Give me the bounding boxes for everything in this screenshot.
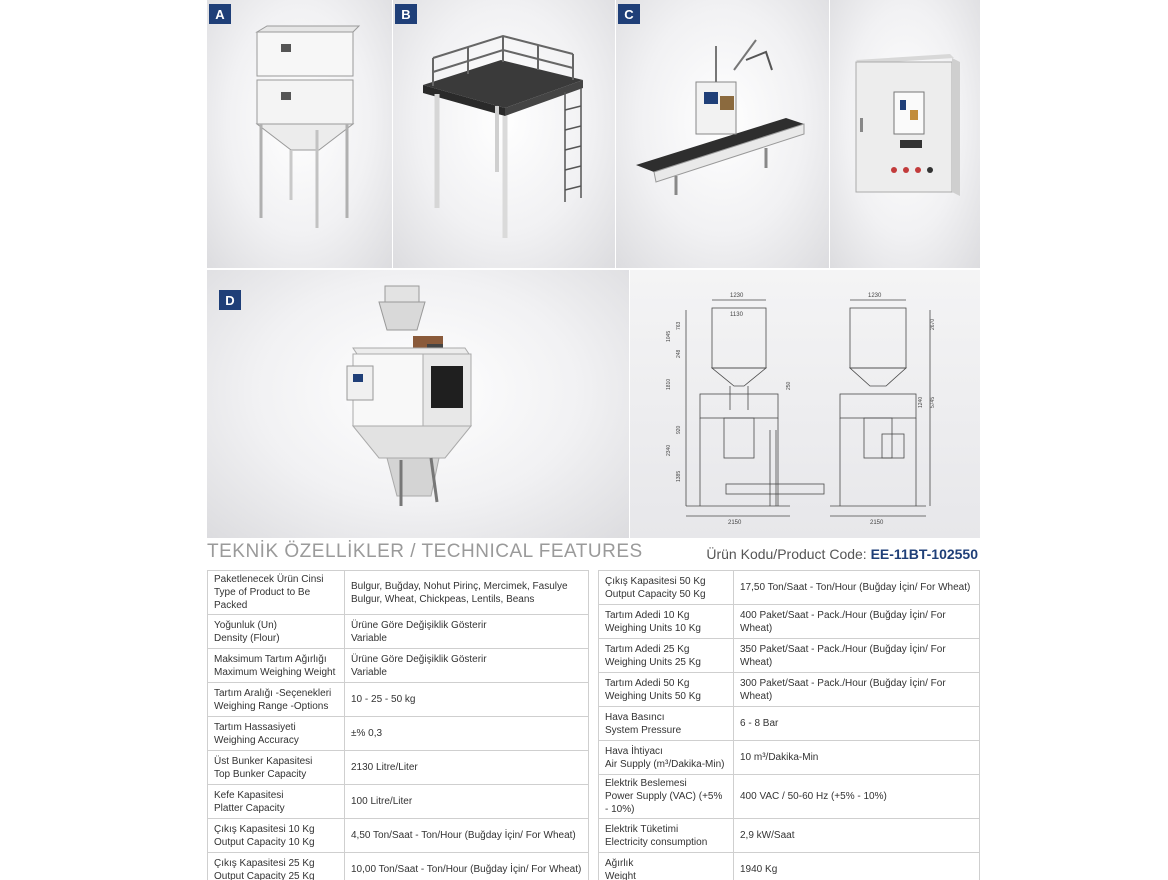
spec-label-en: Platter Capacity bbox=[214, 802, 285, 814]
spec-label-en: Top Bunker Capacity bbox=[214, 768, 307, 780]
spec-label-tr: Maksimum Tartım Ağırlığı bbox=[214, 653, 327, 665]
spec-value-cell bbox=[345, 853, 589, 880]
spec-label-tr: Çıkış Kapasitesi 50 Kg bbox=[605, 575, 706, 587]
spec-row bbox=[599, 741, 980, 775]
spec-value-cell bbox=[345, 615, 589, 649]
dim-left-3: 1810 bbox=[666, 378, 672, 390]
spec-label-cell bbox=[599, 775, 734, 819]
spec-label-en: Weight bbox=[605, 870, 636, 880]
spec-value-cell bbox=[734, 775, 980, 819]
panel-b-platform bbox=[393, 0, 615, 268]
spec-label-tr: Tartım Adedi 10 Kg bbox=[605, 609, 690, 621]
spec-row bbox=[208, 819, 589, 853]
spec-value-cell bbox=[345, 683, 589, 717]
spec-value: 2,9 kW/Saat bbox=[740, 830, 795, 841]
spec-value-cell bbox=[734, 639, 980, 673]
dim-left-6: 920 bbox=[676, 425, 682, 434]
panel-c-conveyor bbox=[616, 0, 829, 268]
product-code-value: EE-11BT-102550 bbox=[870, 546, 978, 562]
spec-label-cell bbox=[599, 639, 734, 673]
spec-label-tr: Kefe Kapasitesi bbox=[214, 789, 284, 801]
dim-left-0: 1045 bbox=[666, 330, 672, 342]
spec-value: 6 - 8 Bar bbox=[740, 718, 779, 729]
spec-row bbox=[208, 615, 589, 649]
spec-label-tr: Çıkış Kapasitesi 25 Kg bbox=[214, 857, 315, 869]
spec-value: 10 - 25 - 50 kg bbox=[351, 694, 416, 705]
product-code-label: Ürün Kodu/Product Code: bbox=[706, 546, 867, 562]
spec-row bbox=[208, 717, 589, 751]
spec-label-cell bbox=[599, 853, 734, 880]
spec-row bbox=[599, 571, 980, 605]
spec-label-cell bbox=[599, 605, 734, 639]
dim-base-right: 2150 bbox=[870, 520, 884, 526]
spec-value: Ürüne Göre Değişiklik Gösterir bbox=[351, 619, 487, 631]
spec-table-right bbox=[598, 570, 980, 880]
spec-label-en: Weighing Range -Options bbox=[214, 700, 329, 712]
spec-row bbox=[208, 785, 589, 819]
technical-drawing bbox=[630, 270, 980, 538]
spec-row bbox=[599, 775, 980, 819]
panel-technical-drawing bbox=[630, 270, 980, 538]
dim-top-right: 1230 bbox=[868, 293, 882, 299]
spec-table-left bbox=[207, 570, 589, 880]
spec-value: Bulgur, Buğday, Nohut Pirinç, Mercimek, Fasulye bbox=[351, 580, 568, 592]
spec-label-cell bbox=[599, 707, 734, 741]
dim-left-1: 763 bbox=[676, 321, 682, 330]
spec-label-cell bbox=[208, 751, 345, 785]
spec-left-body bbox=[208, 571, 589, 880]
spec-row bbox=[208, 683, 589, 717]
spec-label-en: Electricity consumption bbox=[605, 836, 708, 848]
spec-label-tr: Tartım Adedi 25 Kg bbox=[605, 643, 690, 655]
spec-value-cell bbox=[734, 819, 980, 853]
panel-d-weigher bbox=[207, 270, 629, 538]
spec-value: 17,50 Ton/Saat - Ton/Hour (Buğday İçin/ For Wheat) bbox=[740, 582, 971, 593]
spec-label-tr: Çıkış Kapasitesi 10 Kg bbox=[214, 823, 315, 835]
dim-right-2: 5745 bbox=[930, 396, 936, 408]
dim-top-left: 1230 bbox=[730, 293, 744, 299]
spec-value: 4,50 Ton/Saat - Ton/Hour (Buğday İçin/ For Wheat) bbox=[351, 830, 576, 841]
spec-label-tr: Tartım Hassasiyeti bbox=[214, 721, 296, 733]
spec-row bbox=[599, 605, 980, 639]
spec-value-secondary: Bulgur, Wheat, Chickpeas, Lentils, Beans bbox=[351, 593, 535, 605]
section-title: TEKNİK ÖZELLİKLER / TECHNICAL FEATURES bbox=[207, 541, 643, 562]
spec-row bbox=[208, 571, 589, 615]
dim-left-7: 250 bbox=[786, 381, 792, 390]
spec-label-en: Density (Flour) bbox=[214, 632, 280, 644]
dim-base-left: 2150 bbox=[728, 520, 742, 526]
spec-value: 400 VAC / 50-60 Hz (+5% - 10%) bbox=[740, 791, 887, 802]
badge-a: A bbox=[209, 4, 231, 24]
spec-label-cell bbox=[208, 785, 345, 819]
spec-row bbox=[208, 649, 589, 683]
spec-value-cell bbox=[345, 819, 589, 853]
spec-value-cell bbox=[734, 853, 980, 880]
spec-label-tr: Tartım Aralığı -Seçenekleri bbox=[214, 687, 332, 699]
dim-left-2: 248 bbox=[676, 349, 682, 358]
spec-value-cell bbox=[734, 707, 980, 741]
spec-row bbox=[208, 853, 589, 880]
dim-inner-left: 1130 bbox=[730, 312, 743, 318]
spec-label-en: Weighing Accuracy bbox=[214, 734, 299, 746]
spec-row bbox=[208, 751, 589, 785]
spec-label-en: Weighing Units 25 Kg bbox=[605, 656, 701, 668]
spec-label-tr: Elektrik Beslemesi bbox=[605, 778, 687, 789]
spec-value: 350 Paket/Saat - Pack./Hour (Buğday İçin/ For Wheat) bbox=[740, 643, 946, 668]
spec-row bbox=[599, 707, 980, 741]
spec-value: 300 Paket/Saat - Pack./Hour (Buğday İçin/ For Wheat) bbox=[740, 677, 946, 702]
conveyor-illustration bbox=[616, 0, 829, 268]
spec-label-cell bbox=[599, 571, 734, 605]
spec-value-cell bbox=[734, 571, 980, 605]
badge-d: D bbox=[219, 290, 241, 310]
dim-right-1: 1240 bbox=[918, 396, 924, 408]
spec-value: 400 Paket/Saat - Pack./Hour (Buğday İçin/ For Wheat) bbox=[740, 609, 946, 634]
spec-label-tr: Ağırlık bbox=[605, 857, 634, 869]
spec-label-en: Weighing Units 10 Kg bbox=[605, 622, 701, 634]
cabinet-illustration bbox=[830, 0, 980, 268]
spec-row bbox=[599, 819, 980, 853]
spec-value-cell bbox=[734, 741, 980, 775]
spec-label-en: Output Capacity 25 Kg bbox=[214, 870, 315, 880]
spec-label-tr: Paketlenecek Ürün Cinsi bbox=[214, 574, 324, 585]
platform-illustration bbox=[393, 0, 615, 268]
spec-value-secondary: Variable bbox=[351, 632, 387, 644]
spec-value-cell bbox=[734, 673, 980, 707]
spec-label-cell bbox=[599, 673, 734, 707]
weigher-illustration bbox=[207, 270, 629, 538]
spec-value: 10,00 Ton/Saat - Ton/Hour (Buğday İçin/ For Wheat) bbox=[351, 864, 582, 875]
spec-label-cell bbox=[208, 819, 345, 853]
spec-value: ±% 0,3 bbox=[351, 728, 383, 739]
product-code bbox=[706, 546, 978, 562]
spec-value-secondary: Variable bbox=[351, 666, 387, 678]
spec-value-cell bbox=[345, 649, 589, 683]
spec-value: 1940 Kg bbox=[740, 864, 778, 875]
spec-label-cell bbox=[208, 571, 345, 615]
spec-label-tr: Hava İhtiyacı bbox=[605, 745, 663, 757]
spec-label-cell bbox=[599, 819, 734, 853]
badge-c: C bbox=[618, 4, 640, 24]
spec-value-cell bbox=[345, 571, 589, 615]
spec-right-body bbox=[599, 571, 980, 880]
spec-value-cell bbox=[345, 785, 589, 819]
spec-value-cell bbox=[734, 605, 980, 639]
spec-label-en: Power Supply (VAC) (+5% - 10%) bbox=[605, 791, 723, 815]
bunker-illustration bbox=[207, 0, 392, 268]
dim-right-0: 2670 bbox=[930, 318, 936, 330]
spec-label-cell bbox=[208, 717, 345, 751]
spec-label-tr: Elektrik Tüketimi bbox=[605, 823, 679, 835]
spec-value: 100 Litre/Liter bbox=[351, 796, 413, 807]
spec-label-cell bbox=[208, 853, 345, 880]
spec-value-cell bbox=[345, 751, 589, 785]
spec-label-tr: Tartım Adedi 50 Kg bbox=[605, 677, 690, 689]
spec-label-tr: Üst Bunker Kapasitesi bbox=[214, 755, 313, 767]
dim-left-5: 1385 bbox=[676, 470, 682, 482]
spec-row bbox=[599, 673, 980, 707]
panel-electric-cabinet bbox=[830, 0, 980, 268]
spec-label-cell bbox=[599, 741, 734, 775]
spec-label-en: System Pressure bbox=[605, 724, 682, 736]
spec-value: 2130 Litre/Liter bbox=[351, 762, 418, 773]
spec-label-cell bbox=[208, 649, 345, 683]
spec-row bbox=[599, 639, 980, 673]
dim-left-4: 2340 bbox=[666, 444, 672, 456]
spec-label-tr: Yoğunluk (Un) bbox=[214, 619, 278, 631]
spec-label-tr: Hava Basıncı bbox=[605, 711, 665, 723]
spec-value: Ürüne Göre Değişiklik Gösterir bbox=[351, 653, 487, 665]
spec-value: 10 m³/Dakika-Min bbox=[740, 752, 819, 763]
spec-label-cell bbox=[208, 615, 345, 649]
spec-label-en: Maximum Weighing Weight bbox=[214, 666, 336, 678]
badge-b: B bbox=[395, 4, 417, 24]
spec-value-cell bbox=[345, 717, 589, 751]
spec-label-en: Weighing Units 50 Kg bbox=[605, 690, 701, 702]
spec-row bbox=[599, 853, 980, 880]
spec-label-cell bbox=[208, 683, 345, 717]
spec-label-en: Type of Product to Be Packed bbox=[214, 587, 311, 611]
spec-label-en: Output Capacity 50 Kg bbox=[605, 588, 706, 600]
panel-a-bunker bbox=[207, 0, 392, 268]
spec-label-en: Output Capacity 10 Kg bbox=[214, 836, 315, 848]
spec-label-en: Air Supply (m³/Dakika-Min) bbox=[605, 758, 725, 770]
